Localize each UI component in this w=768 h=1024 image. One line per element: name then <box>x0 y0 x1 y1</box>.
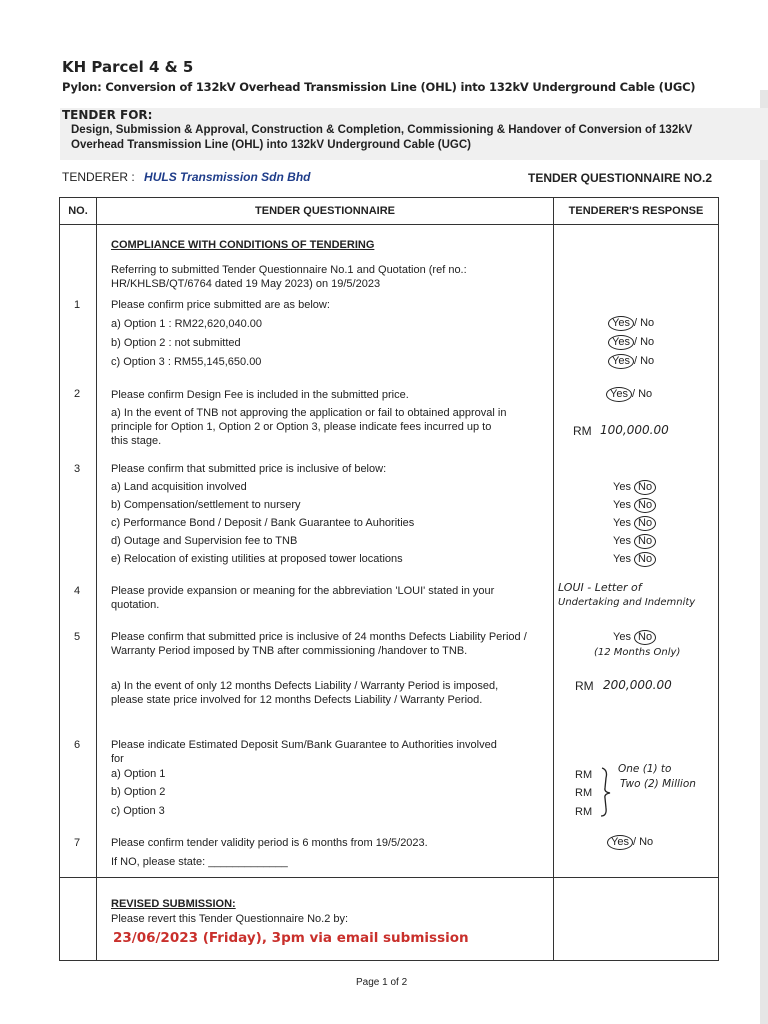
header-no: NO. <box>60 198 97 225</box>
tenderer-label: TENDERER : <box>62 170 135 184</box>
q5-number: 5 <box>74 631 81 643</box>
q6-rm-c: RM <box>575 806 593 818</box>
q3b-response: Yes No <box>613 498 656 513</box>
yes-circled: Yes <box>608 335 634 350</box>
q6-brace-icon <box>598 766 616 818</box>
q4-answer-line2: Undertaking and Indemnity <box>558 597 696 608</box>
q4-answer-line1: LOUI - Letter of <box>558 581 642 594</box>
q6-number: 6 <box>74 739 81 751</box>
q6-option-b: b) Option 2 <box>111 786 166 798</box>
q6-option-a: a) Option 1 <box>111 768 166 780</box>
q3-item: d) Outage and Supervision fee to TNB <box>111 535 298 547</box>
q3-item: c) Performance Bond / Deposit / Bank Guarantee to Auhorities <box>111 517 415 529</box>
q7-if-no: If NO, please state: _____________ <box>111 856 288 868</box>
q6-answer-line2: Two (2) Million <box>620 778 696 790</box>
q5-text: Please confirm that submitted price is inclusive of 24 months Defects Liability Period / Warranty Period imposed by TNB after commissioning /handover to TNB. <box>111 631 527 657</box>
q4-text: Please provide expansion or meaning for the abbreviation 'LOUI' stated in your quotation. <box>111 585 495 611</box>
q5-response: Yes No <box>613 630 656 645</box>
q6-text: Please indicate Estimated Deposit Sum/Bank Guarantee to Authorities involved for <box>111 739 497 765</box>
q5-sub: a) In the event of only 12 months Defects Liability / Warranty Period is imposed, please state price involved for 12 months Defects Liability / Warranty Period. <box>111 680 499 706</box>
intro-text: Referring to submitted Tender Questionnaire No.1 and Quotation (ref no.: HR/KHLSB/QT/6764 dated 19 May 2023) on 19/5/2023 <box>111 264 467 290</box>
scan-edge-shadow <box>760 90 768 1024</box>
yes-circled: Yes <box>608 354 634 369</box>
questionnaire-number: TENDER QUESTIONNAIRE NO.2 <box>528 171 713 185</box>
yes-circled: Yes <box>606 387 632 402</box>
q2-number: 2 <box>74 388 81 400</box>
q1-option-c: c) Option 3 : RM55,145,650.00 <box>111 356 262 368</box>
q2-fee-prefix: RM <box>573 424 592 438</box>
q5-price-value: 200,000.00 <box>603 678 672 692</box>
q3e-response: Yes No <box>613 552 656 567</box>
q3-number: 3 <box>74 463 81 475</box>
revised-title: REVISED SUBMISSION: <box>111 898 236 910</box>
q3a-response: Yes No <box>613 480 656 495</box>
q3d-response: Yes No <box>613 534 656 549</box>
page-number: Page 1 of 2 <box>356 977 408 988</box>
revised-text: Please revert this Tender Questionnaire No.2 by: <box>111 913 349 925</box>
no-circled: No <box>634 516 656 531</box>
q1b-response: Yes / No <box>608 335 654 350</box>
q6-rm-b: RM <box>575 787 593 799</box>
q1c-response: Yes / No <box>608 354 654 369</box>
q2-fee-value: 100,000.00 <box>600 423 669 437</box>
q3-text: Please confirm that submitted price is inclusive of below: <box>111 463 387 475</box>
no-circled: No <box>634 498 656 513</box>
q5-price-prefix: RM <box>575 679 594 693</box>
q3-item: e) Relocation of existing utilities at proposed tower locations <box>111 553 403 565</box>
q7-text: Please confirm tender validity period is 6 months from 19/5/2023. <box>111 837 428 849</box>
q7-response: Yes / No <box>607 835 653 850</box>
q1a-response: Yes / No <box>608 316 654 331</box>
q1-number: 1 <box>74 299 81 311</box>
q2-response: Yes / No <box>606 387 652 402</box>
q3c-response: Yes No <box>613 516 656 531</box>
q3-item: b) Compensation/settlement to nursery <box>111 499 301 511</box>
yes-circled: Yes <box>608 316 634 331</box>
header-response: TENDERER'S RESPONSE <box>554 198 719 225</box>
revised-deadline: 23/06/2023 (Friday), 3pm via email submission <box>113 930 469 946</box>
no-circled: No <box>634 630 656 645</box>
tenderer-line <box>62 170 311 184</box>
yes-circled: Yes <box>607 835 633 850</box>
q1-text: Please confirm price submitted are as below: <box>111 299 330 311</box>
document-subtitle: Pylon: Conversion of 132kV Overhead Transmission Line (OHL) into 132kV Underground Cable (UGC) <box>62 80 696 94</box>
q6-rm-a: RM <box>575 769 593 781</box>
q2-text: Please confirm Design Fee is included in the submitted price. <box>111 389 409 401</box>
q3-item: a) Land acquisition involved <box>111 481 247 493</box>
q1-option-b: b) Option 2 : not submitted <box>111 337 241 349</box>
q4-number: 4 <box>74 585 81 597</box>
no-circled: No <box>634 552 656 567</box>
no-circled: No <box>634 534 656 549</box>
tenderer-name: HULS Transmission Sdn Bhd <box>144 170 311 184</box>
tender-for-description: Design, Submission & Approval, Construction & Completion, Commissioning & Handover of Conversion of 132kV Overhead Transmission Line (OHL) into 132kV Underground Cable (UGC) <box>71 124 693 151</box>
document-title: KH Parcel 4 & 5 <box>62 58 194 76</box>
q7-number: 7 <box>74 837 81 849</box>
q1-option-a: a) Option 1 : RM22,620,040.00 <box>111 318 263 330</box>
section-title: COMPLIANCE WITH CONDITIONS OF TENDERING <box>111 239 375 251</box>
q5-note: (12 Months Only) <box>594 647 681 658</box>
no-circled: No <box>634 480 656 495</box>
q6-answer-line1: One (1) to <box>618 763 672 775</box>
q2-sub: a) In the event of TNB not approving the application or fail to obtained approval in principle for Option 1, Option 2 or Option 3, please indicate fees incurred up to this stage. <box>111 407 507 447</box>
tender-for-label: TENDER FOR: <box>62 108 153 122</box>
header-questionnaire: TENDER QUESTIONNAIRE <box>97 198 554 225</box>
q6-option-c: c) Option 3 <box>111 805 165 817</box>
